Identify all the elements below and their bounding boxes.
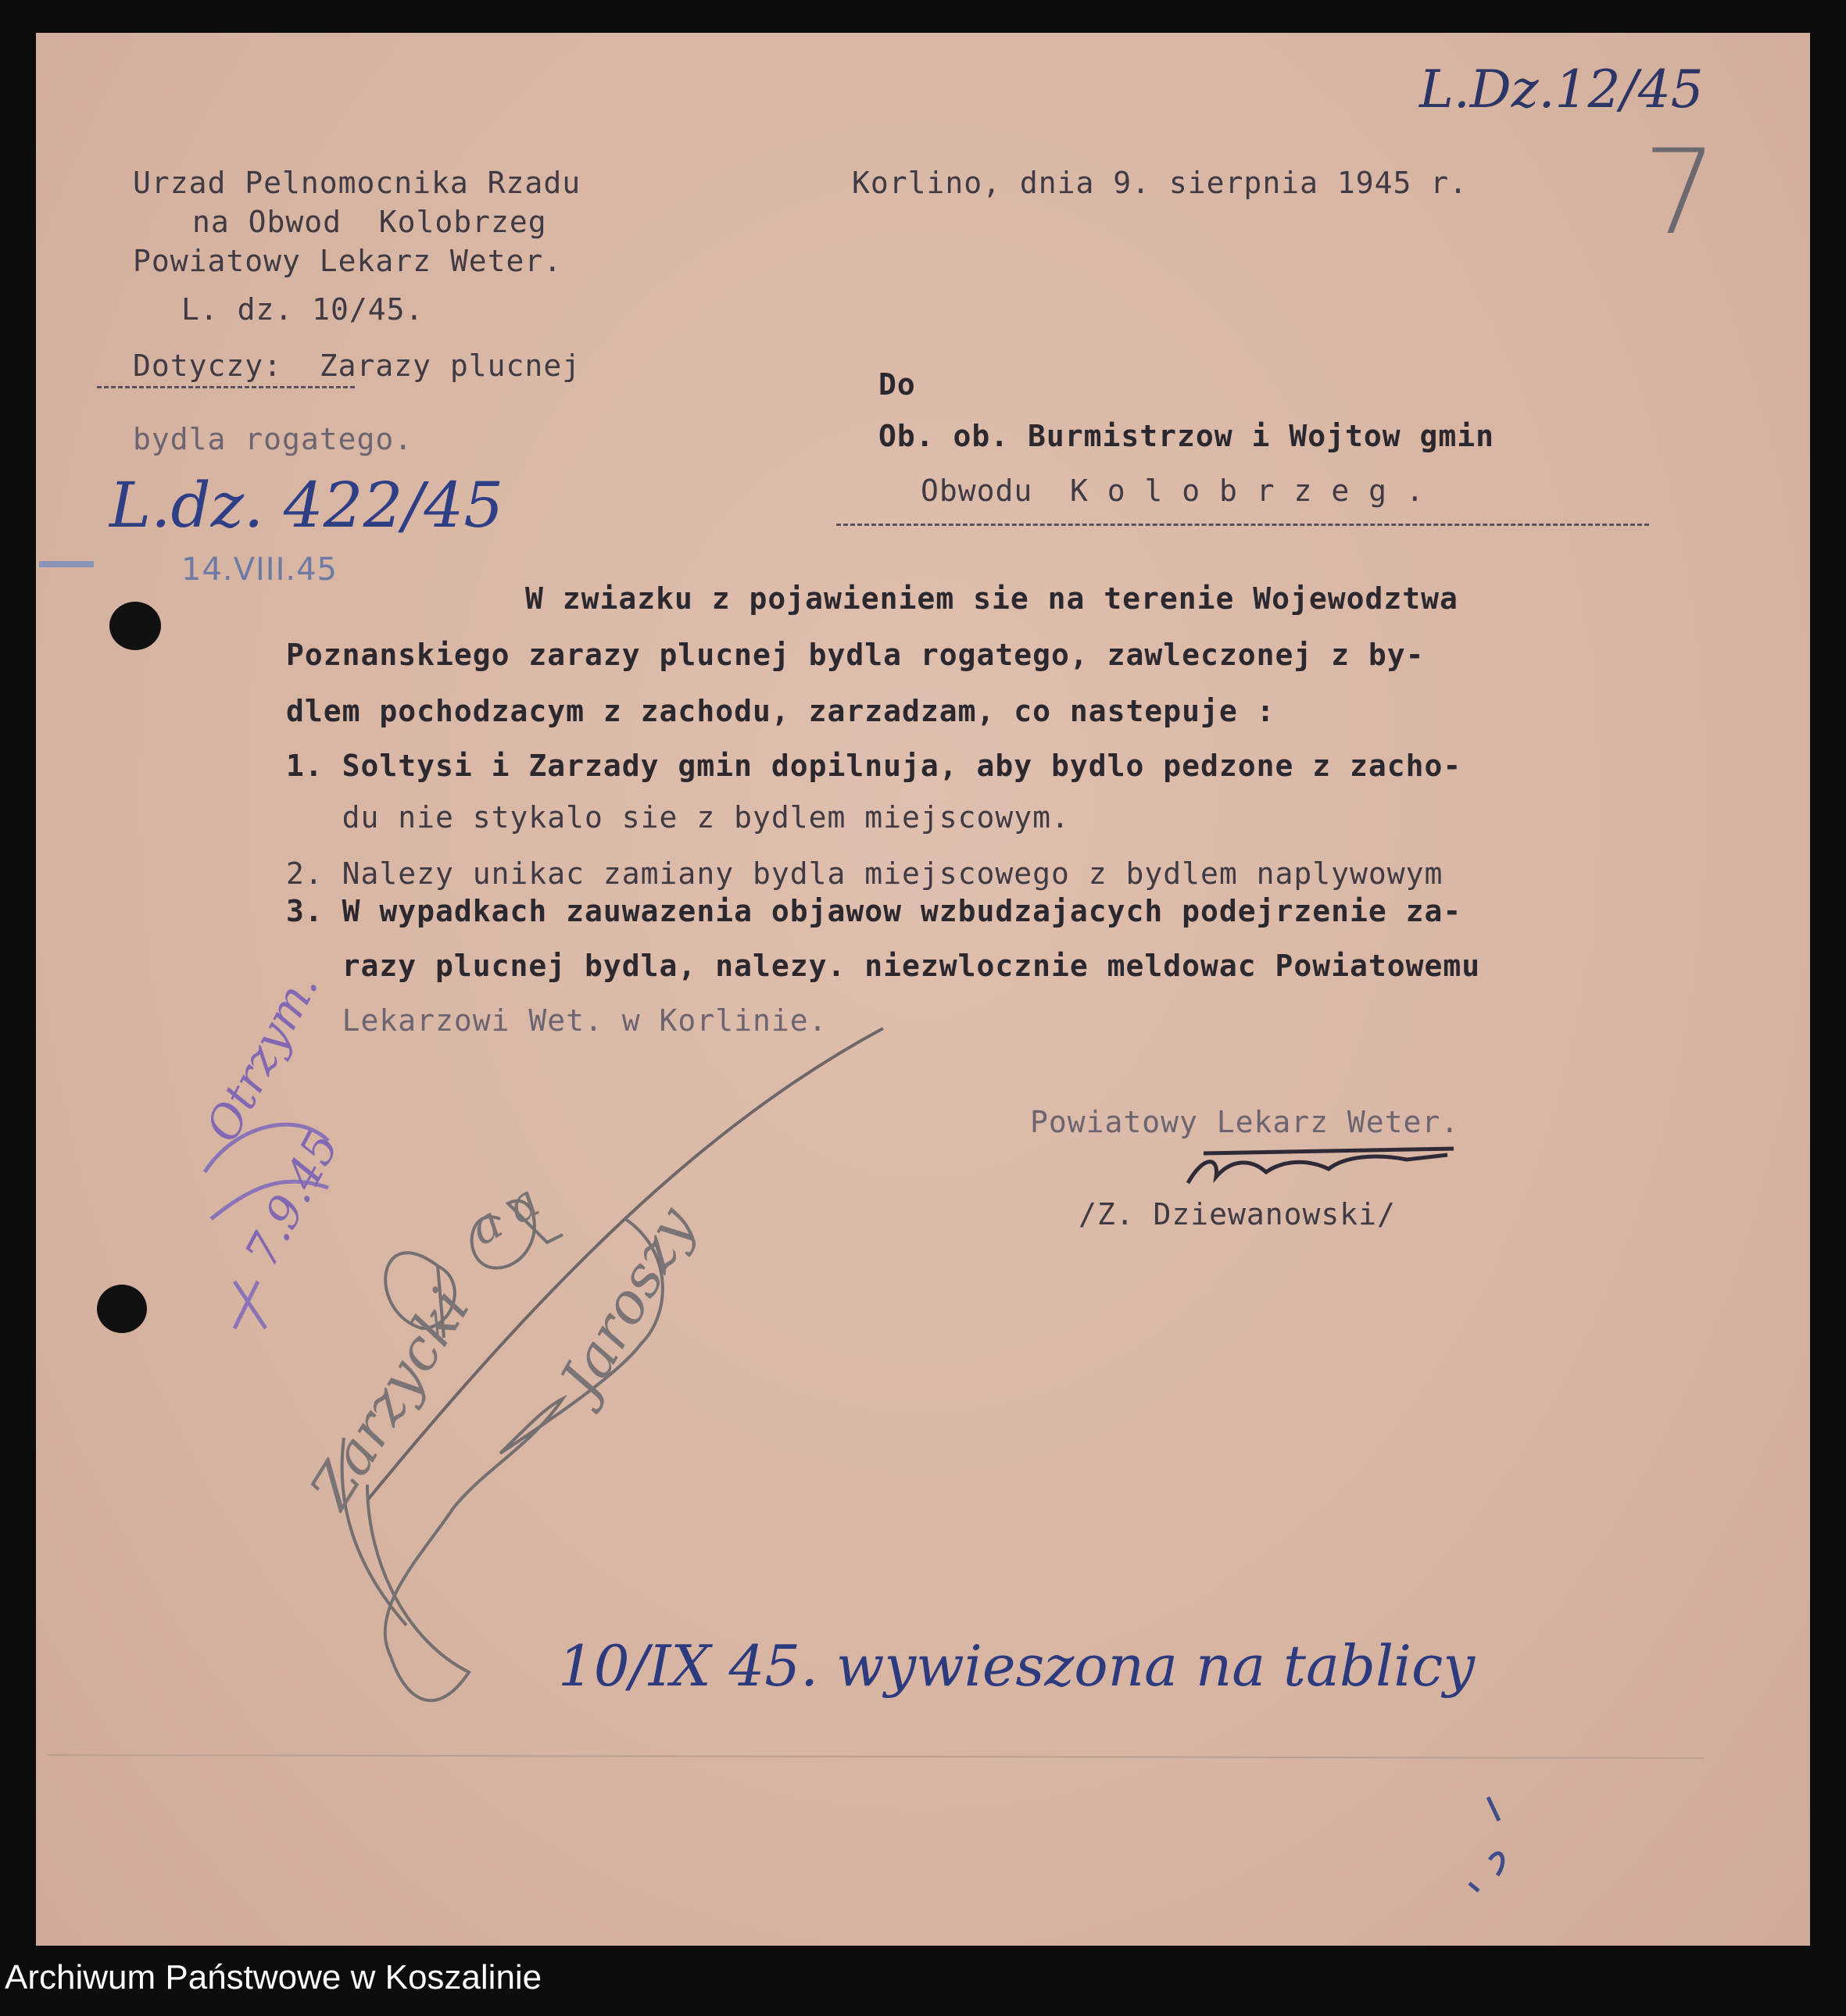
violet-note-1: Otrzym. [195, 963, 329, 1150]
item-1-line-2: du nie stykalo sie z bydlem miejscowym. [286, 800, 1070, 835]
addressee-line-1: Ob. ob. Burmistrzow i Wojtow gmin [878, 419, 1494, 453]
item-3-line-1: 3. W wypadkach zauwazenia objawow wzbudzajacych podejrzenie za- [286, 894, 1462, 928]
subject-line-2: bydla rogatego. [133, 422, 413, 456]
body-intro-3: dlem pochodzacym z zachodu, zarzadzam, co nastepuje : [286, 694, 1275, 728]
pencil-note-a: a a [460, 1174, 549, 1256]
item-3-line-2: razy plucnej bydla, nalezy. niezwlocznie meldowac Powiatowemu [286, 949, 1481, 983]
violet-note-2: 7.9.45 [234, 1123, 349, 1275]
place-date: Korlino, dnia 9. sierpnia 1945 r. [852, 166, 1468, 200]
office-line-3: Powiatowy Lekarz Weter. [133, 244, 563, 278]
item-3-line-3: Lekarzowi Wet. w Korlinie. [286, 1003, 828, 1038]
pencil-note-b: Zarzycki [297, 1277, 483, 1520]
archive-footer: Archiwum Państwowe w Koszalinie [5, 1958, 542, 1996]
body-intro-1: W zwiazku z pojawieniem sie na terenie Wojewodztwa [525, 581, 1458, 616]
signature-scribble [1188, 1149, 1454, 1183]
reference-number: L. dz. 10/45. [181, 292, 424, 327]
subject-line-1: Dotyczy: Zarazy plucnej [133, 349, 581, 383]
item-1-line-1: 1. Soltysi i Zarzady gmin dopilnuja, aby bydlo pedzone z zacho- [286, 749, 1462, 783]
body-intro-2: Poznanskiego zarazy plucnej bydla rogatego, zawleczonej z by- [286, 638, 1425, 672]
archive-reference: L.Dz.12/45 [1419, 59, 1704, 120]
faint-bottom-rule [47, 1755, 1704, 1758]
received-date-stamp: 14.VIII.45 [181, 552, 338, 588]
office-line-1: Urzad Pelnomocnika Rzadu [133, 166, 581, 200]
pencil-note-c: Jaroszy [547, 1196, 708, 1408]
addressee-line-2: Obwodu K o l o b r z e g . [921, 474, 1425, 508]
page-number: 7 [1643, 125, 1718, 261]
blue-marks [1469, 1797, 1503, 1891]
office-line-2: na Obwod Kolobrzeg [192, 205, 547, 239]
signature-name: /Z. Dziewanowski/ [1079, 1197, 1396, 1231]
registry-number-handwritten: L.dz. 422/45 [109, 469, 504, 542]
signature-title: Powiatowy Lekarz Weter. [1030, 1105, 1460, 1139]
addressee-to: Do [878, 367, 916, 402]
posting-note: 10/IX 45. wywieszona na tablicy [558, 1633, 1476, 1699]
item-2: 2. Nalezy unikac zamiany bydla miejscowego z bydlem naplywowym [286, 856, 1444, 891]
